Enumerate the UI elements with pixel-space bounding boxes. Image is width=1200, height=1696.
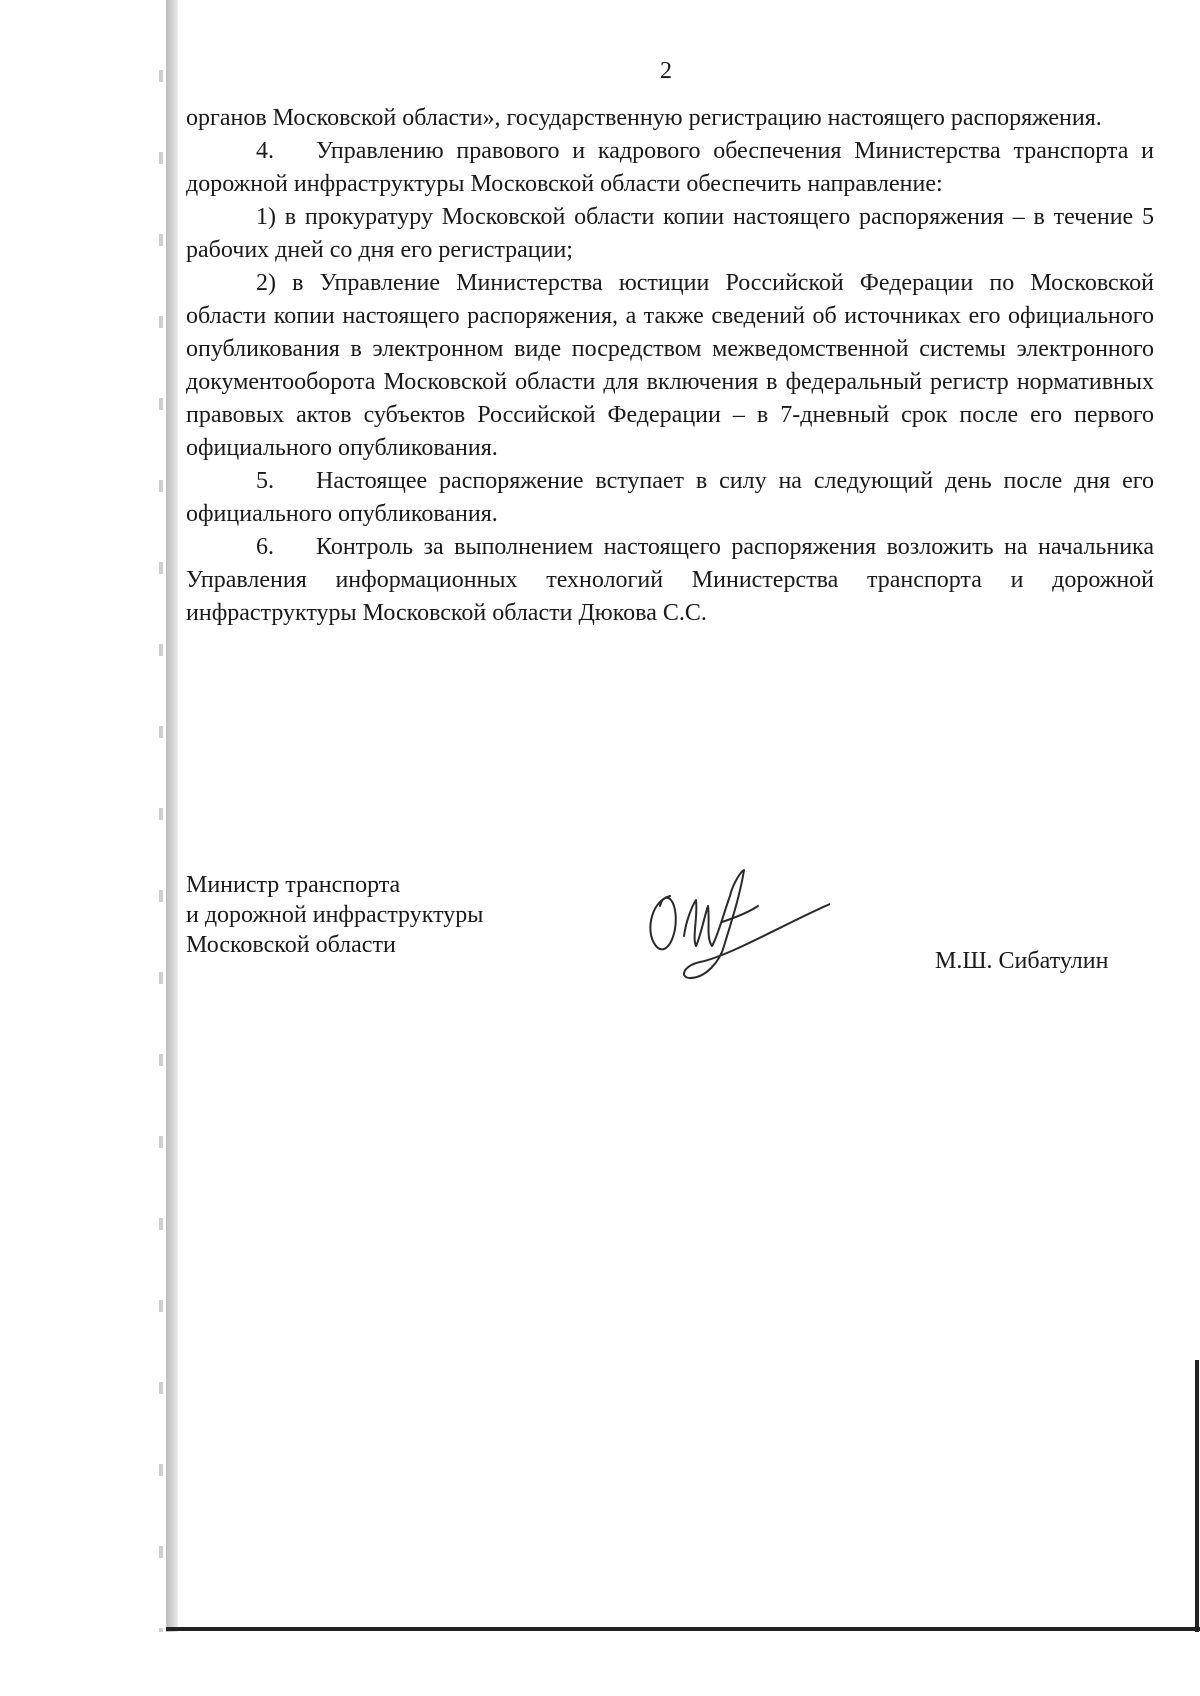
paragraph-continuation [186, 102, 1154, 135]
signatory-position-line: Министр транспорта [186, 872, 401, 898]
paragraph-number: 6. [256, 534, 274, 560]
paragraph-text: Контроль за выполнением настоящего распоряжения возложить на начальника Управления информационных технологий Министерства транспорта и дорожной инфраструктуры Московской области Дюкова С.С. [186, 534, 1154, 626]
signatory-position [186, 870, 483, 960]
paragraph-text: 1) в прокуратуру Московской области копии настоящего распоряжения – в течение 5 рабочих дней со дня его регистрации; [186, 204, 1154, 263]
paragraph-number: 5. [256, 468, 274, 494]
paragraph-text: органов Московской области», государственную регистрацию настоящего распоряжения. [186, 105, 1102, 131]
paragraph-text: Управлению правового и кадрового обеспечения Министерства транспорта и дорожной инфраструктуры Московской области обеспечить направление: [186, 138, 1154, 197]
page-number: 2 [660, 58, 672, 84]
paragraph-item-6 [186, 531, 1154, 630]
paragraph-item-5 [186, 465, 1154, 531]
paragraph-text: Настоящее распоряжение вступает в силу на следующий день после дня его официального опубликования. [186, 468, 1154, 527]
scan-right-border [1195, 1360, 1199, 1632]
paragraph-item-4 [186, 135, 1154, 201]
paragraph-text: 2) в Управление Министерства юстиции Российской Федерации по Московской области копии настоящего распоряжения, а также сведений об источниках его официального опубликования в электронном виде посредством межведомственной системы электронного документооборота Московской области для включения в федеральный регистр нормативных правовых актов субъектов Российской Федерации – в 7-дневный срок после его первого официального опубликования. [186, 270, 1154, 461]
paragraph-subitem-1 [186, 201, 1154, 267]
document-body [186, 102, 1154, 630]
scan-edge-shadow [166, 0, 178, 1632]
handwritten-signature [640, 866, 830, 986]
paragraph-subitem-2 [186, 267, 1154, 465]
scan-edge-marks [159, 0, 163, 1632]
signatory-name: М.Ш. Сибатулин [935, 948, 1109, 974]
scan-bottom-border [166, 1627, 1200, 1631]
signatory-position-line: Московской области [186, 932, 396, 958]
paragraph-number: 4. [256, 138, 274, 164]
signatory-position-line: и дорожной инфраструктуры [186, 902, 484, 928]
